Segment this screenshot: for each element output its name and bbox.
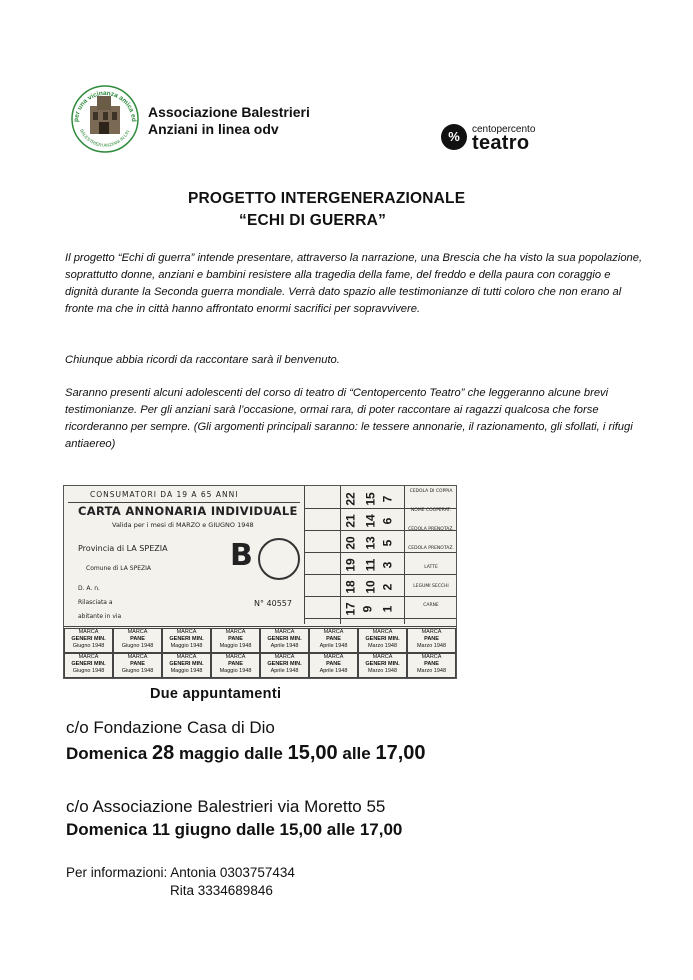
coupon-type: GENERI MIN. <box>267 661 302 667</box>
coupon-number: 18 <box>343 580 358 594</box>
coupon-month: Giugno 1948 <box>121 668 154 674</box>
coupon-marca: MARCA <box>372 654 393 660</box>
coupon-number: 3 <box>380 561 395 569</box>
right-column-label: CARNE <box>423 603 439 608</box>
coupon-number: 13 <box>363 536 378 550</box>
coupon-marca: MARCA <box>421 629 442 635</box>
coupon-month: Marzo 1948 <box>416 643 447 649</box>
card-header: CONSUMATORI DA 19 A 65 ANNI <box>90 490 239 499</box>
association-name-line1: Associazione Balestrieri <box>148 104 310 120</box>
right-column-label: LATTE <box>424 565 438 570</box>
coupon-month: Maggio 1948 <box>170 668 203 674</box>
appointment-1-location: c/o Fondazione Casa di Dio <box>66 718 275 737</box>
coupon-cell <box>113 653 162 678</box>
coupon-type: GENERI MIN. <box>365 661 400 667</box>
right-column-label: CEDOLA PRENOTAZ. <box>408 527 454 532</box>
date1-mid: alle <box>337 744 376 763</box>
coupon-type: GENERI MIN. <box>71 636 106 642</box>
coupon-type: PANE <box>130 636 145 642</box>
coupon-number: 5 <box>380 539 395 547</box>
coupon-number: 15 <box>363 492 378 506</box>
coupon-cell <box>113 628 162 653</box>
coupon-cell <box>309 628 358 653</box>
coupon-number: 2 <box>380 583 395 591</box>
coupon-number: 6 <box>380 517 395 525</box>
coupon-cell <box>162 653 211 678</box>
association-name <box>148 104 310 138</box>
coupon-month: Maggio 1948 <box>219 668 252 674</box>
coupon-number: 20 <box>343 536 358 550</box>
contact-info-line1: Per informazioni: Antonia 0303757434 <box>66 865 295 880</box>
date1-prefix: Domenica <box>66 744 152 763</box>
coupon-number: 9 <box>360 605 375 613</box>
coupon-cell <box>162 628 211 653</box>
coupon-marca: MARCA <box>274 629 295 635</box>
coupon-type: PANE <box>326 661 341 667</box>
coupon-number: 7 <box>380 495 395 503</box>
coupon-cell <box>64 653 113 678</box>
logo-ring-text: per una vicinanza amica ed <box>72 89 138 123</box>
coupon-month: Marzo 1948 <box>416 668 447 674</box>
coupon-month: Aprile 1948 <box>270 668 299 674</box>
card-letter: B <box>230 538 253 573</box>
appointments-title: Due appuntamenti <box>150 686 282 702</box>
coupon-number: 21 <box>343 514 358 528</box>
date1-day: 28 <box>151 742 175 764</box>
coupon-number: 14 <box>363 514 378 528</box>
intro-paragraph: Il progetto “Echi di guerra” intende presentare, attraverso la narrazione, una Brescia che ha visto la sua popolazione, soprattutto donne, anziani e bambini resistere alla tragedia della fame, del freddo e della paura con coraggio e dignità durante la Seconda guerra mondiale. Verrà dato spazio alle testimonianze di tutti coloro che non erano al fronte ma che in città hanno affrontato enormi sacrifici per sopravvivere. <box>65 252 643 315</box>
coupon-cell <box>211 628 260 653</box>
coupon-month: Aprile 1948 <box>319 668 348 674</box>
coupon-marca: MARCA <box>323 629 344 635</box>
right-column-label: LEGUMI SECCHI <box>413 584 449 589</box>
grid-row-line <box>304 574 456 575</box>
appointment-1-date <box>66 742 426 765</box>
coupon-number: 17 <box>343 602 358 616</box>
coupon-month: Giugno 1948 <box>72 643 105 649</box>
coupon-number: 22 <box>343 492 358 506</box>
card-validity: Valida per i mesi di MARZO e GIUGNO 1948 <box>112 521 254 529</box>
date1-end: 17,00 <box>375 742 426 764</box>
association-name-line2: Anziani in linea odv <box>148 121 279 137</box>
right-column-label: CEDOLA DI COPPIA <box>409 489 453 494</box>
ration-card-image <box>63 485 457 679</box>
coupon-cell <box>260 653 309 678</box>
teatro-logo-small: centopercento <box>472 124 536 135</box>
appointment-2-date: Domenica 11 giugno dalle 15,00 alle 17,00 <box>66 820 403 839</box>
date1-month: maggio dalle <box>174 744 288 763</box>
coupon-month: Giugno 1948 <box>121 643 154 649</box>
coupon-cell <box>407 653 456 678</box>
appointment-2-location: c/o Associazione Balestrieri via Moretto 55 <box>66 797 386 816</box>
coupon-type: PANE <box>424 661 439 667</box>
coupon-marca: MARCA <box>225 629 246 635</box>
coupon-marca: MARCA <box>225 654 246 660</box>
coupon-cell <box>407 628 456 653</box>
coupon-month: Aprile 1948 <box>270 643 299 649</box>
coupon-type: GENERI MIN. <box>169 636 204 642</box>
coupon-cell <box>358 653 407 678</box>
stamp-icon <box>258 538 300 580</box>
coupon-type: PANE <box>228 636 243 642</box>
coupon-marca: MARCA <box>127 654 148 660</box>
coupon-type: GENERI MIN. <box>71 661 106 667</box>
right-column-label: NOME COOPERAT. <box>410 508 452 513</box>
coupon-marca: MARCA <box>323 654 344 660</box>
coupon-number: 1 <box>380 605 395 613</box>
coupon-type: GENERI MIN. <box>267 636 302 642</box>
coupon-number: 19 <box>343 558 358 572</box>
card-rilasciata: Rilasciata a <box>78 599 113 606</box>
coupon-marca: MARCA <box>274 654 295 660</box>
coupon-type: PANE <box>130 661 145 667</box>
coupon-month: Marzo 1948 <box>367 668 398 674</box>
coupon-marca: MARCA <box>176 629 197 635</box>
coupon-number: 11 <box>363 558 378 572</box>
page-subtitle: “ECHI DI GUERRA” <box>239 212 387 229</box>
coupon-type: GENERI MIN. <box>365 636 400 642</box>
card-comune: Comune di LA SPEZIA <box>86 565 151 572</box>
coupon-number: 10 <box>363 580 378 594</box>
coupon-cell <box>309 653 358 678</box>
coupon-marca: MARCA <box>78 629 99 635</box>
association-logo <box>70 84 140 154</box>
coupon-month: Aprile 1948 <box>319 643 348 649</box>
card-serial: N° 40557 <box>254 599 292 608</box>
card-abitante: abitante in via <box>78 613 122 620</box>
grid-row-line <box>304 552 456 553</box>
card-province: Provincia di LA SPEZIA <box>78 544 168 553</box>
coupon-month: Giugno 1948 <box>72 668 105 674</box>
coupon-marca: MARCA <box>127 629 148 635</box>
coupon-cell <box>260 628 309 653</box>
coupon-marca: MARCA <box>372 629 393 635</box>
coupon-marca: MARCA <box>421 654 442 660</box>
coupon-cell <box>211 653 260 678</box>
coupon-marca: MARCA <box>78 654 99 660</box>
teatro-logo-big: teatro <box>472 132 530 154</box>
coupon-type: PANE <box>424 636 439 642</box>
coupon-month: Marzo 1948 <box>367 643 398 649</box>
teatro-logo <box>441 124 551 154</box>
coupon-month: Maggio 1948 <box>170 643 203 649</box>
coupon-cell <box>358 628 407 653</box>
coupon-type: PANE <box>228 661 243 667</box>
contact-info-line2: Rita 3334689846 <box>170 883 273 898</box>
grid-row-line <box>304 618 456 619</box>
date1-start: 15,00 <box>287 742 338 764</box>
card-title: CARTA ANNONARIA INDIVIDUALE <box>78 504 298 518</box>
logo-bottom-text: BALESTRIERI ANZIANI IN LIN <box>79 128 131 148</box>
page-title: PROGETTO INTERGENERAZIONALE <box>188 190 466 207</box>
coupon-type: PANE <box>326 636 341 642</box>
details-paragraph: Saranno presenti alcuni adolescenti del corso di teatro di “Centopercento Teatro” che leggeranno alcune brevi testimonianze. Per gli anziani sarà l’occasione, ormai rara, di poter raccontare ai ragazzi qualcosa che forse ricorderanno per sempre. (Gli argomenti principali saranno: le tessere annonarie, il razionamento, gli sfollati, i rifugi antiaereo) <box>65 387 633 450</box>
coupon-type: GENERI MIN. <box>169 661 204 667</box>
percent-icon: % <box>441 124 467 150</box>
welcome-paragraph: Chiunque abbia ricordi da raccontare sarà il benvenuto. <box>65 354 340 366</box>
coupon-marca: MARCA <box>176 654 197 660</box>
grid-row-line <box>304 596 456 597</box>
coupon-month: Maggio 1948 <box>219 643 252 649</box>
right-column-label: CEDOLA PRENOTAZ. <box>408 546 454 551</box>
coupon-cell <box>64 628 113 653</box>
card-dan: D. A. n. <box>78 585 100 592</box>
